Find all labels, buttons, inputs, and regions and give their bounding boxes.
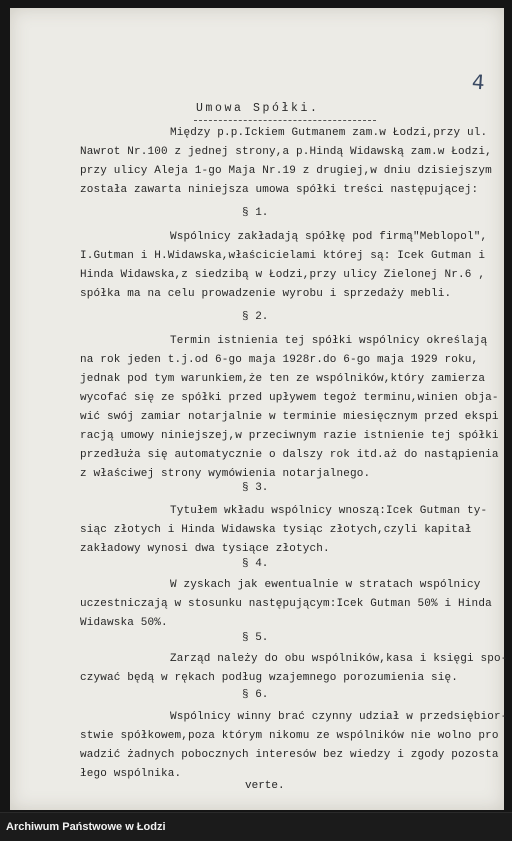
section-line: W zyskach jak ewentualnie w stratach wspólnicy — [170, 579, 481, 591]
section-line: Wspólnicy zakładają spółkę pod firmą"Meblopol", — [170, 231, 488, 243]
section-line: przedłuża się automatycznie o dalszy rok itd.aż do nastąpienia — [80, 449, 499, 461]
section-line: jednak pod tym warunkiem,że ten ze wspólników,który zamierza — [80, 373, 486, 385]
section-line: wadzić żadnych pobocznych interesów bez wiedzy i zgody pozosta — [80, 749, 499, 761]
section-line: zakładowy wynosi dwa tysiące złotych. — [80, 543, 330, 555]
intro-line: została zawarta niniejsza umowa spółki treści następującej: — [80, 184, 479, 196]
section-line: wić swój zamiar notarjalnie w terminie miesięcznym przed ekspi — [80, 411, 499, 423]
document-page — [10, 8, 508, 810]
section-line: Tytułem wkładu wspólnicy wnoszą:Icek Gutman ty- — [170, 505, 488, 517]
section-mark: § 2. — [242, 311, 269, 323]
section-line: Termin istnienia tej spółki wspólnicy określają — [170, 335, 488, 347]
section-line: uczestniczają w stosunku następującym:Icek Gutman 50% i Hinda — [80, 598, 492, 610]
section-mark: § 6. — [242, 689, 269, 701]
section-line: Zarząd należy do obu wspólników,kasa i księgi spo- — [170, 653, 508, 665]
section-line: I.Gutman i H.Widawska,właścicielami której są: Icek Gutman i — [80, 250, 486, 262]
section-mark: § 3. — [242, 482, 269, 494]
section-line: Hinda Widawska,z siedzibą w Łodzi,przy ulicy Zielonej Nr.6 , — [80, 269, 486, 281]
section-line: Wspólnicy winny brać czynny udział w przedsiębior- — [170, 711, 508, 723]
intro-line: Między p.p.Ickiem Gutmanem zam.w Łodzi,przy ul. — [170, 127, 488, 139]
section-line: spółka ma na celu prowadzenie wyrobu i sprzedaży mebli. — [80, 288, 452, 300]
verte-note: verte. — [245, 780, 285, 792]
title-underline — [194, 120, 376, 121]
archive-footer-bar — [0, 812, 512, 841]
section-mark: § 1. — [242, 207, 269, 219]
document-title: Umowa Spółki. — [196, 102, 320, 115]
section-mark: § 5. — [242, 632, 269, 644]
section-line: siąc złotych i Hinda Widawska tysiąc złotych,czyli kapitał — [80, 524, 472, 536]
section-line: stwie spółkowem,poza którym nikomu ze wspólników nie wolno pro — [80, 730, 499, 742]
archive-name: Archiwum Państwowe w Łodzi — [6, 821, 166, 833]
handwritten-page-number: 4 — [471, 69, 486, 95]
intro-line: Nawrot Nr.100 z jednej strony,a p.Hindą Widawską zam.w Łodzi, — [80, 146, 492, 158]
section-mark: § 4. — [242, 558, 269, 570]
section-line: czywać będą w rękach podług wzajemnego porozumienia się. — [80, 672, 459, 684]
section-line: z właściwej strony wymówienia notarjalnego. — [80, 468, 371, 480]
section-line: na rok jeden t.j.od 6-go maja 1928r.do 6-go maja 1929 roku, — [80, 354, 479, 366]
section-line: wycofać się ze spółki przed upływem tegoż terminu,winien obja- — [80, 392, 499, 404]
section-line: łego wspólnika. — [80, 768, 182, 780]
intro-line: przy ulicy Aleja 1-go Maja Nr.19 z drugiej,w dniu dzisiejszym — [80, 165, 492, 177]
section-line: racją umowy niniejszej,w przeciwnym razie istnienie tej spółki — [80, 430, 499, 442]
section-line: Widawska 50%. — [80, 617, 168, 629]
